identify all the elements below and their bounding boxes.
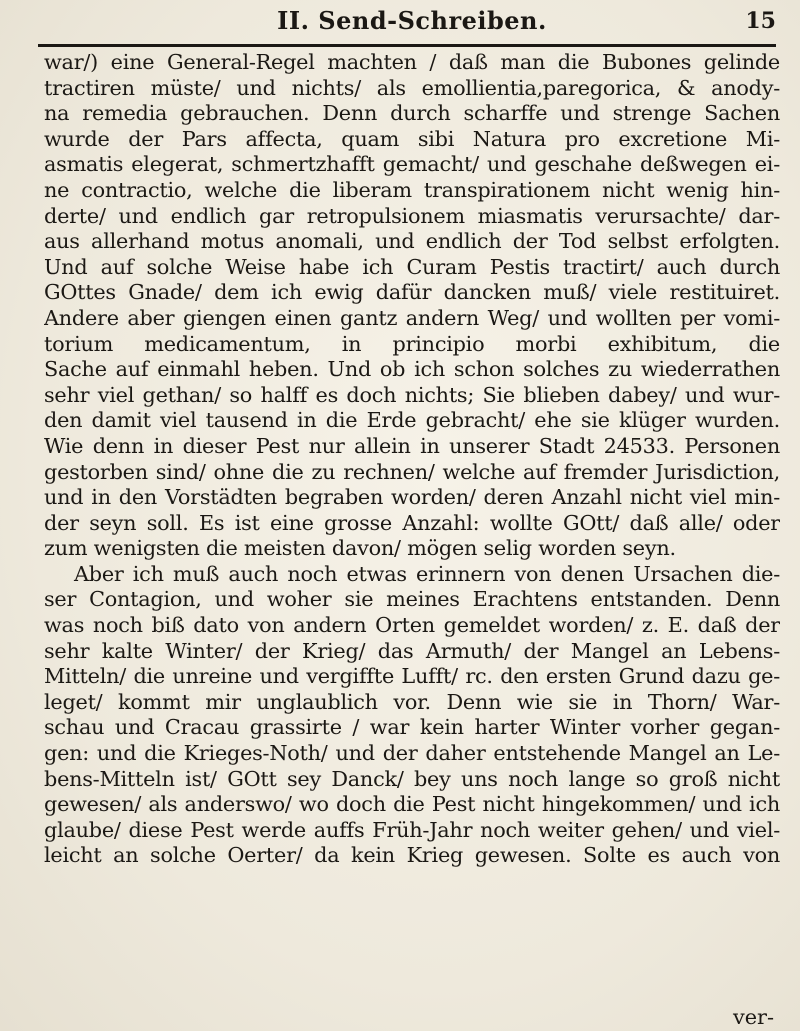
text-line: Und auf solche Weise habe ich Curam Pestis tractirt/ auch durch	[44, 254, 780, 279]
catchword: ver-	[732, 1005, 774, 1029]
text-line: den damit viel tausend in die Erde gebracht/ ehe sie klüger wurden.	[44, 408, 780, 433]
text-line: Wie denn in dieser Pest nur allein in unserer Stadt 24533. Personen	[44, 433, 780, 458]
text-line: gewesen/ als anderswo/ wo doch die Pest nicht hingekommen/ und ich	[44, 792, 780, 817]
text-line: derte/ und endlich gar retropulsionem miasmatis verursachte/ dar-	[44, 203, 780, 228]
text-line: gen: und die Krieges-Noth/ und der daher entstehende Mangel an Le-	[44, 741, 780, 766]
page-number: 15	[745, 8, 776, 34]
text-line: leicht an solche Oerter/ da kein Krieg gewesen. Solte es auch von	[44, 843, 780, 868]
text-line: was noch biß dato von andern Orten gemeldet worden/ z. E. daß der	[44, 613, 780, 638]
text-line: schau und Cracau grassirte / war kein harter Winter vorher gegan-	[44, 715, 780, 740]
text-line: tractiren müste/ und nichts/ als emollientia,paregorica, & anody-	[44, 75, 780, 100]
text-line: sehr viel gethan/ so halff es doch nichts; Sie blieben dabey/ und wur-	[44, 382, 780, 407]
text-line: sehr kalte Winter/ der Krieg/ das Armuth/ der Mangel an Lebens-	[44, 638, 780, 663]
text-line: gestorben sind/ ohne die zu rechnen/ welche auf fremder Jurisdiction,	[44, 459, 780, 484]
text-line: zum wenigsten die meisten davon/ mögen selig worden seyn.	[44, 536, 676, 561]
text-line: GOttes Gnade/ dem ich ewig dafür dancken muß/ viele restituiret.	[44, 280, 780, 305]
body-text	[44, 50, 780, 869]
text-line: ne contractio, welche die liberam transpirationem nicht wenig hin-	[44, 177, 780, 202]
text-line: leget/ kommt mir unglaublich vor. Denn wie sie in Thorn/ War-	[44, 689, 780, 714]
text-line: wurde der Pars affecta, quam sibi Natura pro excretione Mi-	[44, 126, 780, 151]
text-line: der seyn soll. Es ist eine grosse Anzahl: wollte GOtt/ daß alle/ oder	[44, 510, 780, 535]
text-line: asmatis elegerat, schmertzhafft gemacht/ und geschahe deßwegen ei-	[44, 152, 780, 177]
text-line: Aber ich muß auch noch etwas erinnern von denen Ursachen die-	[74, 561, 780, 586]
header-rule	[38, 44, 776, 47]
text-line: und in den Vorstädten begraben worden/ deren Anzahl nicht viel min-	[44, 485, 780, 510]
text-line: na remedia gebrauchen. Denn durch scharffe und strenge Sachen	[44, 101, 780, 126]
text-line: Mitteln/ die unreine und vergiffte Lufft/ rc. den ersten Grund dazu ge-	[44, 664, 780, 689]
text-line: aus allerhand motus anomali, und endlich der Tod selbst erfolgten.	[44, 229, 780, 254]
page-header	[44, 6, 780, 42]
text-line: war/) eine General-Regel machten / daß man die Bubones gelinde	[44, 50, 780, 74]
text-line: ser Contagion, und woher sie meines Erachtens entstanden. Denn	[44, 587, 780, 612]
text-line: bens-Mitteln ist/ GOtt sey Danck/ bey uns noch lange so groß nicht	[44, 766, 780, 791]
text-line: Andere aber giengen einen gantz andern Weg/ und wollten per vomi-	[44, 305, 780, 330]
text-line: Sache auf einmahl heben. Und ob ich schon solches zu wiederrathen	[44, 357, 780, 382]
running-head: II. Send-Schreiben.	[277, 6, 547, 35]
text-line: torium medicamentum, in principio morbi exhibitum, die	[44, 331, 780, 356]
text-line: glaube/ diese Pest werde auffs Früh-Jahr noch weiter gehen/ und viel-	[44, 817, 780, 842]
